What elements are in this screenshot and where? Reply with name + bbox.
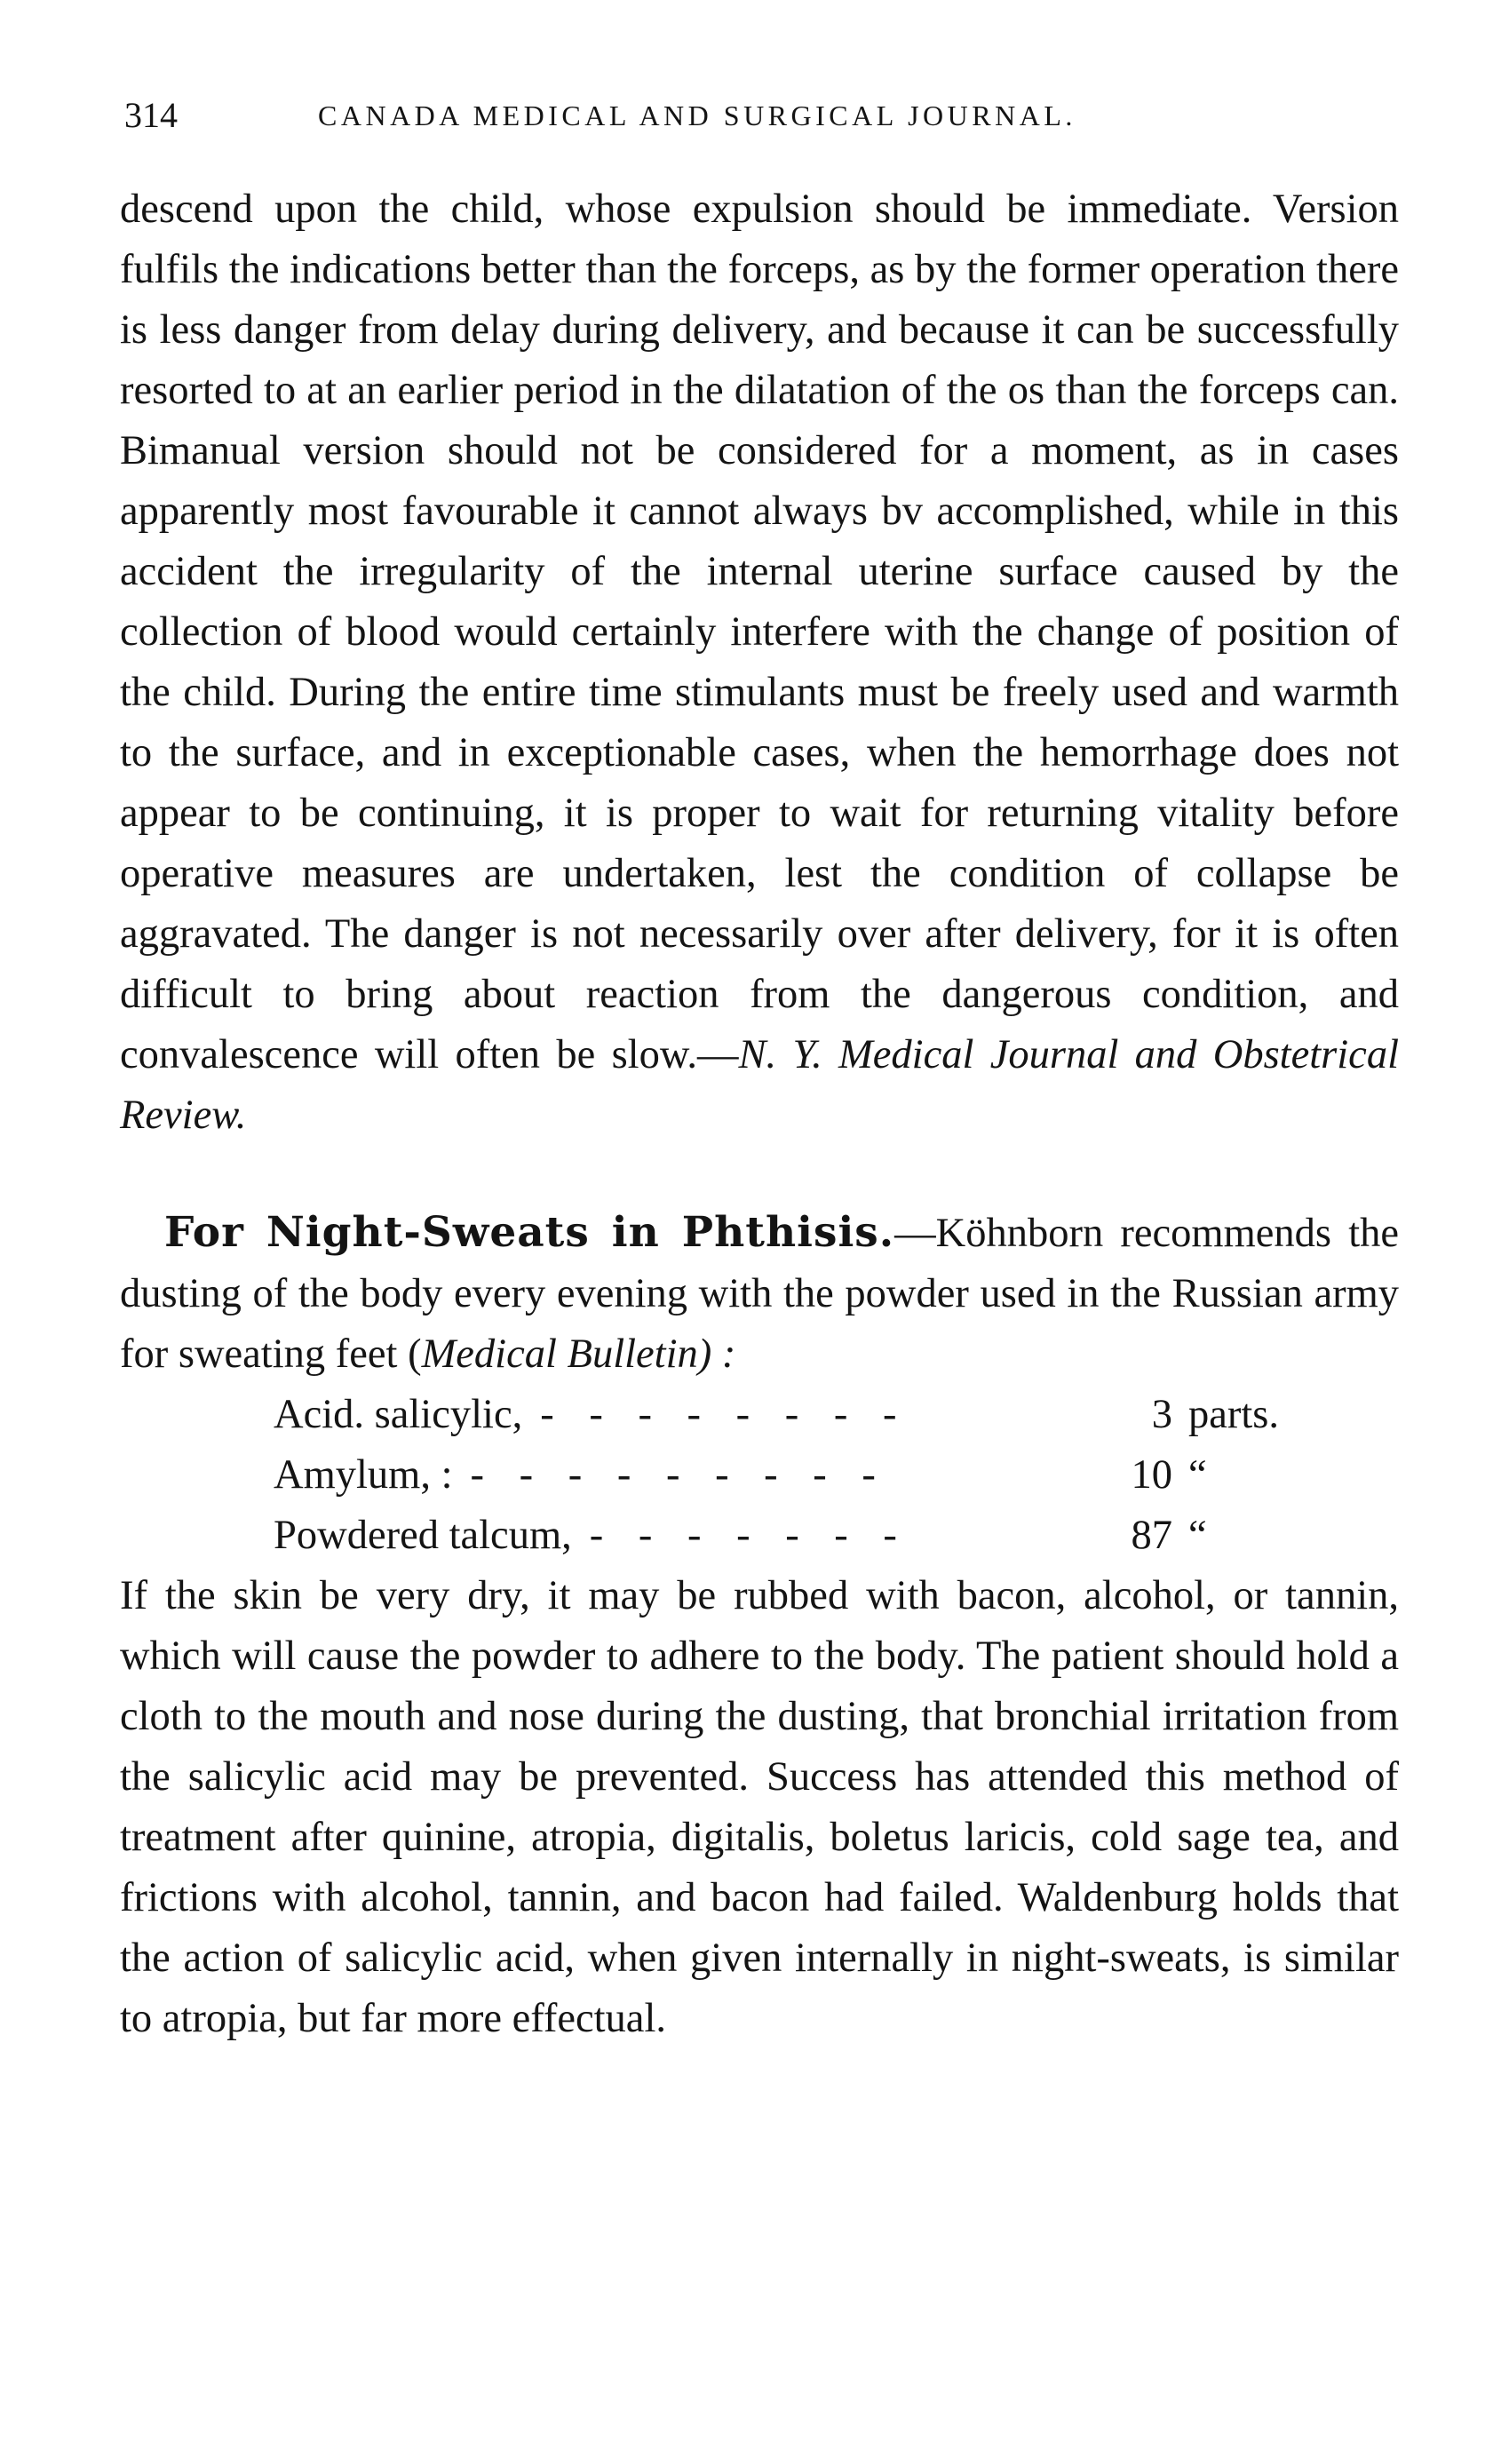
recipe-table (274, 1385, 1393, 1566)
intro-text: —Köhnborn recommends the dusting of the body every evening with the powder used in the Russian army for sweating feet ( (120, 1211, 1400, 1377)
night-sweats-intro (120, 1203, 1399, 1385)
recipe-row (274, 1385, 1393, 1445)
recipe-leader: - - - - - - - - (540, 1392, 909, 1437)
recipe-amount: 3 (1151, 1392, 1172, 1437)
recipe-leader: - - - - - - - - - (470, 1452, 888, 1498)
intro-source: Medical Bulletin (421, 1331, 698, 1377)
running-title: CANADA MEDICAL AND SURGICAL JOURNAL. (318, 99, 1076, 131)
page-number: 314 (124, 95, 178, 135)
recipe-unit: parts. (1188, 1392, 1280, 1437)
recipe-leader: - - - - - - - (589, 1513, 909, 1558)
recipe-amount: 10 (1131, 1452, 1172, 1498)
article-continuation-source: N. Y. Medical Journal and Obstetrical Review. (120, 1032, 1399, 1138)
recipe-ingredient: Acid. salicylic, (274, 1392, 523, 1437)
recipe-row (274, 1445, 1393, 1506)
recipe-amount: 87 (1131, 1513, 1172, 1558)
recipe-unit: “ (1188, 1513, 1207, 1558)
section-title: For Night-Sweats in Phthisis. (164, 1208, 895, 1257)
page-header (124, 89, 1403, 142)
article-continuation (120, 179, 1399, 1146)
intro-end: ) : (697, 1331, 736, 1377)
article-continuation-text: descend upon the child, whose expulsion should be immediate. Version fulfils the indications better than the forceps, as by the former operation there is less danger from delay during delivery, and because it can be successfully resorted to at an earlier period in the dilatation of the os than the forceps can. Bimanual version should not be considered for a moment, as in cases apparently most favourable it cannot always bv accomplished, while in this accident the irregularity of the internal uterine surface caused by the collection of blood would certainly interfere with the change of position of the child. During the entire time stimulants must be freely used and warmth to the surface, and in exceptionable cases, when the hemorrhage does not appear to be continuing, it is proper to wait for returning vitality before operative measures are undertaken, lest the condition of collapse be aggravated. The danger is not necessarily over after delivery, for it is often difficult to bring about reaction from the dangerous condition, and convalescence will often be slow.— (120, 187, 1399, 1077)
recipe-ingredient: Amylum, : (274, 1452, 453, 1498)
recipe-row (274, 1506, 1393, 1566)
page-body (120, 179, 1399, 2049)
recipe-unit: “ (1188, 1452, 1207, 1498)
section-gap (120, 1146, 1399, 1203)
recipe-ingredient: Powdered talcum, (274, 1513, 572, 1558)
night-sweats-body: If the skin be very dry, it may be rubbed with bacon, alcohol, or tannin, which will cause the powder to adhere to the body. The patient should hold a cloth to the mouth and nose during the dusting, that bronchial irritation from the salicylic acid may be prevented. Success has attended this method of treatment after quinine, atropia, digitalis, boletus laricis, cold sage tea, and frictions with alcohol, tannin, and bacon had failed. Waldenburg holds that the action of salicylic acid, when given internally in night-sweats, is similar to atropia, but far more effectual. (120, 1573, 1399, 2041)
